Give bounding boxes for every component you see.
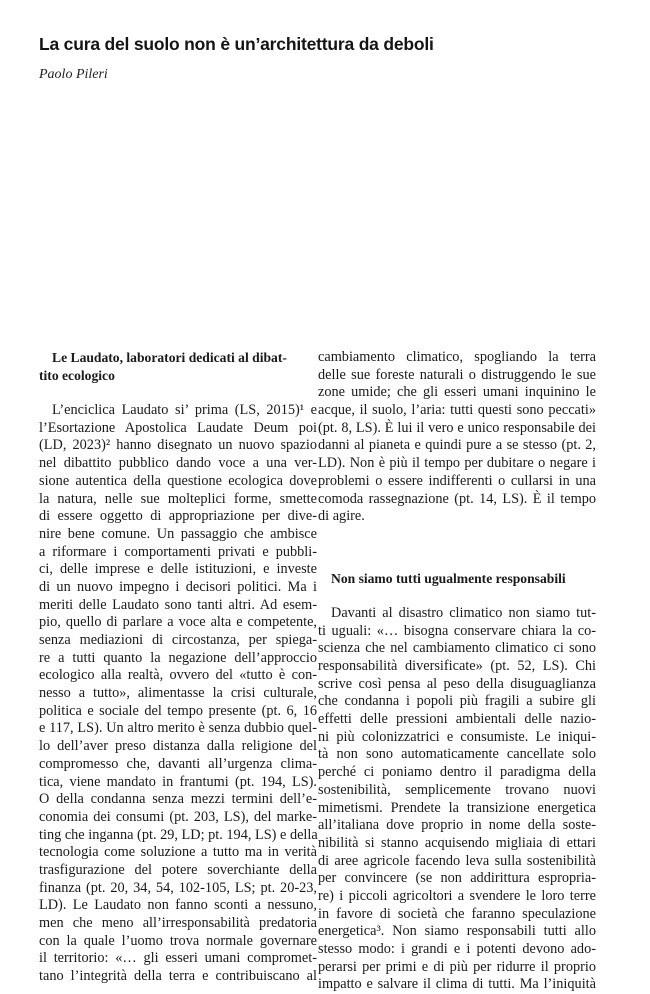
text-line: danni al pianeta e quindi pure a se stesso (pt. 2, — [318, 437, 596, 454]
text-line: in favore di società che faranno speculazione — [318, 905, 596, 922]
text-line: nibilità si stanno acquisendo migliaia di ettari — [318, 834, 596, 851]
text-line: sostenibilità, semplicemente trovano nuovi — [318, 781, 596, 798]
text-line: la natura, nelle sue molteplici forme, smette — [39, 490, 317, 507]
text-line: (pt. 8, LS). È lui il vero e unico responsabile dei — [318, 419, 596, 436]
right-paragraph-1 — [318, 349, 596, 526]
text-line: tà non sono automaticamente cancellate solo — [318, 746, 596, 763]
text-line: delle sue foreste naturali o distruggendo le sue — [318, 366, 596, 383]
text-line: di aree agricole facendo leva sulla sostenibilità — [318, 852, 596, 869]
text-line: re) i piccoli agricoltori a svendere le loro terre — [318, 887, 596, 904]
text-line: finanza (pt. 20, 34, 54, 102-105, LS; pt. 20-23, — [39, 879, 317, 896]
text-line: problemi o essere indifferenti o cullarsi in una — [318, 472, 596, 489]
right-column — [318, 349, 596, 994]
text-line: di essere oggetto di appropriazione per dive- — [39, 508, 317, 525]
text-line: il territorio: «… gli esseri umani compromet- — [39, 950, 317, 967]
text-line: zone umide; che gli esseri umani inquinino le — [318, 384, 596, 401]
right-paragraph-2 — [318, 605, 596, 994]
text-line: LD). Non è più il tempo per dubitare o negare i — [318, 455, 596, 472]
text-line: stesso modo: i grandi e i potenti devono ado- — [318, 941, 596, 957]
text-line: comoda rassegnazione (pt. 14, LS). È il tempo — [318, 490, 596, 507]
text-line: nesso a tutto», alimentasse la crisi culturale, — [39, 685, 317, 702]
text-line: pio, quello di parlare a voce alta e competente, — [39, 614, 317, 631]
left-body-text — [39, 402, 317, 986]
text-line: energetica³. Non siamo responsabili tutti allo — [318, 923, 596, 940]
text-line: nire bene comune. Un passaggio che ambisce — [39, 525, 317, 542]
text-line: di agire. — [318, 508, 365, 525]
author-name: Paolo Pileri — [39, 67, 108, 82]
text-line: ni più colonizzatrici e consumiste. Le iniqui- — [318, 728, 596, 745]
text-line: perarsi per primi e di più per ridurre il proprio — [318, 958, 596, 975]
text-line: senza mediazioni di circostanza, per spiega- — [39, 632, 317, 648]
section-heading-line: tito ecologico — [39, 367, 115, 383]
article-title: La cura del suolo non è un’architettura da deboli — [39, 34, 434, 54]
text-line: e 117, LS). Un altro merito è senza dubbio quel- — [39, 720, 317, 737]
text-line: O della condanna senza mezzi termini dell’e- — [39, 791, 317, 808]
text-line: ti uguali: «… bisogna conservare chiara la co- — [318, 622, 596, 639]
text-line: scrive così pensa al peso della disuguaglianza — [318, 675, 596, 692]
left-column — [39, 349, 317, 986]
text-line: responsabilità diversificate» (pt. 52, LS). Chi — [318, 658, 596, 674]
text-line: l’Esortazione Apostolica Laudate Deum poi — [39, 419, 317, 436]
text-line: LD). Le Laudato non fanno sconti a nessuno, — [39, 897, 317, 914]
text-line: nel dibattito pubblico dando voce a una ver- — [39, 455, 317, 472]
text-line: tecnologia come soluzione a tutto ma in verità — [39, 844, 317, 861]
text-line: compromesso che, davanti all’urgenza clima- — [39, 755, 317, 772]
text-line: di un nuovo impegno i decisori politici. Ma i — [39, 578, 317, 595]
text-line: impatto e salvare il clima di tutti. Ma l’iniquità — [318, 976, 596, 993]
text-line: (LD, 2023)² hanno disegnato un nuovo spazio — [39, 437, 317, 454]
section-heading-line: Le Laudato, laboratori dedicati al dibat- — [52, 350, 287, 365]
text-line: Davanti al disastro climatico non siamo tut- — [331, 604, 596, 621]
text-line: effetti delle pressioni ambientali delle nazio- — [318, 711, 596, 728]
text-line: L’enciclica Laudato si’ prima (LS, 2015)¹ e — [52, 402, 317, 419]
text-line: per convincere (se non addirittura espropria- — [318, 870, 596, 887]
text-line: mimetismi. Prendete la transizione energetica — [318, 799, 596, 816]
text-line: ci, delle imprese e delle istituzioni, e investe — [39, 561, 317, 578]
text-line: politica e sociale del tempo presente (pt. 6, 16 — [39, 702, 317, 719]
text-line: tano l’integrità della terra e contribuiscano al — [39, 968, 317, 985]
text-line: tica, viene mandato in frantumi (pt. 194, LS). — [39, 773, 317, 790]
text-line: che condanna i popoli più fragili a subire gli — [318, 693, 596, 710]
text-line: all’italiana dove proprio in nome della soste- — [318, 817, 596, 834]
text-line: perché ci poniamo dentro il paradigma della — [318, 764, 596, 781]
text-line: conomia dei consumi (pt. 203, LS), del marke- — [39, 808, 317, 825]
text-line: a riformare i comportamenti privati e pubbli- — [39, 543, 317, 560]
text-line: men che meno all’irresponsabilità predatoria — [39, 915, 317, 931]
text-line: cambiamento climatico, spogliando la terra — [318, 349, 596, 365]
text-line: re a tutti quanto la negazione dell’approccio — [39, 649, 317, 666]
text-line: ting che inganna (pt. 29, LD; pt. 194, LS) e della — [39, 826, 318, 843]
text-line: sione autentica della questione ecologica dove — [39, 472, 317, 489]
text-line: ecologico alla realtà, ovvero del «tutto è con- — [39, 667, 317, 684]
text-line: scienza che nel cambiamento climatico ci sono — [318, 640, 596, 657]
text-line: lo dell’aver preso distanza dalla religione del — [39, 738, 317, 755]
section-heading: Non siamo tutti ugualmente responsabili — [331, 570, 566, 586]
text-line: acque, il suolo, l’aria: tutti questi sono peccati» — [318, 402, 596, 419]
text-line: meriti delle Laudato sono tanti altri. Ad esem- — [39, 596, 317, 613]
text-line: trasfigurazione del potere soverchiante della — [39, 861, 317, 878]
text-line: con la quale l’uomo trova normale governare — [39, 932, 317, 949]
